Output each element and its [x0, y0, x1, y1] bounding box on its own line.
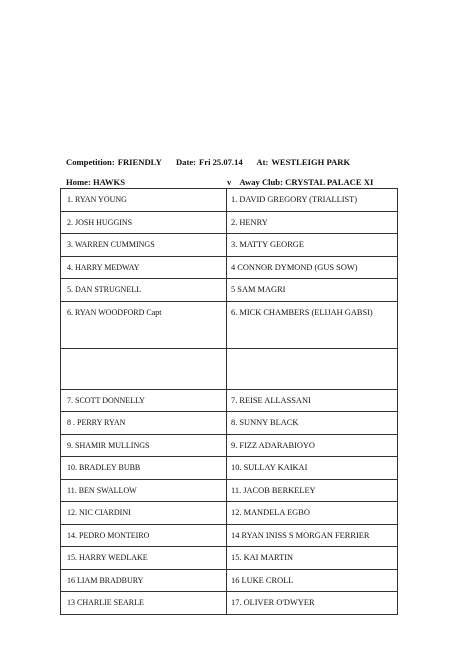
table-row [61, 234, 398, 257]
home-player-cell [61, 348, 227, 389]
away-player-cell: 6. MICK CHAMBERS (ELIJAH GABSI) [227, 301, 398, 348]
away-player-cell: 8. SUNNY BLACK [227, 412, 398, 435]
away-player-cell: 2. HENRY [227, 211, 398, 234]
home-player-cell: 6. RYAN WOODFORD Capt [61, 301, 227, 348]
competition-label: Competition: [66, 157, 115, 167]
table-row [61, 434, 398, 457]
away-player-cell: 7. REISE ALLASSANI [227, 389, 398, 412]
away-team-group [227, 177, 373, 187]
away-player-cell [227, 348, 398, 389]
table-row [61, 457, 398, 480]
away-player-cell: 15. KAI MARTIN [227, 547, 398, 570]
table-row [61, 502, 398, 525]
table-row [61, 569, 398, 592]
table-row [61, 389, 398, 412]
competition-header [66, 157, 353, 167]
away-player-cell: 11. JACOB BERKELEY [227, 479, 398, 502]
venue-value: WESTLEIGH PARK [271, 157, 351, 167]
table-row [61, 412, 398, 435]
table-row [61, 348, 398, 389]
home-player-cell: 9. SHAMIR MULLINGS [61, 434, 227, 457]
home-player-cell: 12. NIC CIARDINI [61, 502, 227, 525]
home-player-cell: 16 LIAM BRADBURY [61, 569, 227, 592]
table-row [61, 256, 398, 279]
home-player-cell: 15. HARRY WEDLAKE [61, 547, 227, 570]
table-row [61, 301, 398, 348]
home-player-cell: 3. WARREN CUMMINGS [61, 234, 227, 257]
away-player-cell: 16 LUKE CROLL [227, 569, 398, 592]
table-row [61, 479, 398, 502]
table-row [61, 279, 398, 302]
home-player-cell: 8 . PERRY RYAN [61, 412, 227, 435]
table-row [61, 211, 398, 234]
home-player-cell: 11. BEN SWALLOW [61, 479, 227, 502]
away-player-cell: 1. DAVID GREGORY (TRIALLIST) [227, 189, 398, 212]
venue-label: At: [256, 157, 269, 167]
away-label: Away Club: [239, 177, 283, 187]
team-sheet-table [60, 188, 398, 615]
away-player-cell: 3. MATTY GEORGE [227, 234, 398, 257]
table-row [61, 592, 398, 615]
away-player-cell: 17. OLIVER O'DWYER [227, 592, 398, 615]
home-player-cell: 7. SCOTT DONNELLY [61, 389, 227, 412]
date-label: Date: [175, 157, 196, 167]
date-value: Fri 25.07.14 [199, 157, 243, 167]
home-player-cell: 10. BRADLEY BUBB [61, 457, 227, 480]
home-player-cell: 4. HARRY MEDWAY [61, 256, 227, 279]
home-player-cell: 2. JOSH HUGGINS [61, 211, 227, 234]
away-player-cell: 12. MANDELA EGBO [227, 502, 398, 525]
away-player-cell: 10. SULLAY KAIKAI [227, 457, 398, 480]
away-player-cell: 9. FIZZ ADARABIOYO [227, 434, 398, 457]
away-team-name: CRYSTAL PALACE XI [285, 177, 374, 187]
versus-mark: v [227, 177, 232, 187]
home-player-cell: 13 CHARLIE SEARLE [61, 592, 227, 615]
home-player-cell: 14. PEDRO MONTEIRO [61, 524, 227, 547]
table-row [61, 189, 398, 212]
home-player-cell: 5. DAN STRUGNELL [61, 279, 227, 302]
away-player-cell: 5 SAM MAGRI [227, 279, 398, 302]
competition-value: FRIENDLY [117, 157, 162, 167]
home-label: Home: [66, 177, 91, 187]
home-player-cell: 1. RYAN YOUNG [61, 189, 227, 212]
table-row [61, 524, 398, 547]
teams-header [66, 177, 402, 187]
away-player-cell: 14 RYAN INISS S MORGAN FERRIER [227, 524, 398, 547]
home-team-name: HAWKS [92, 177, 125, 187]
table-row [61, 547, 398, 570]
away-player-cell: 4 CONNOR DYMOND (GUS SOW) [227, 256, 398, 279]
